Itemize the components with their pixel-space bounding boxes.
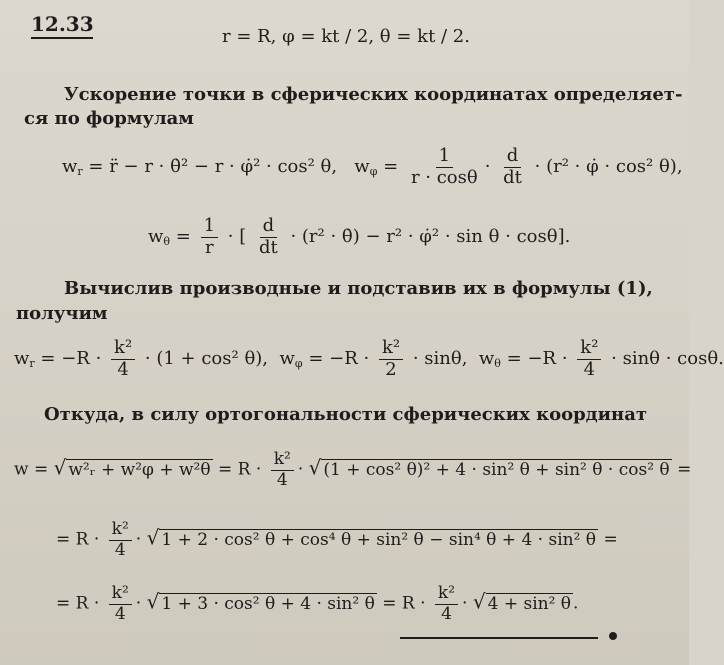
formula-results: $w_r = -R$ · $\frac{\text{k²}}{4}$ · (1 + cos² θ), $w_\varphi = -R$ · $\frac{\text{k²}}{2}$ · sinθ, $w_\theta = -R$ · $\frac{\text{k²}}{4}$ · sinθ · cosθ. (14, 337, 724, 380)
formula-w-total-1: w = √ w²ᵣ + w²φ + w²θ = R · $\frac{\text{k²}}{4}$ · √ (1 + cos² θ)² + 4 · sin² θ + sin² θ · cos² θ = (14, 449, 692, 490)
fraction-k2-4-b: $\frac{\text{k²}}{4}$ (577, 338, 601, 380)
paragraph-1-line-2: ся по формулам (24, 108, 194, 129)
problem-number: 12.33 (31, 12, 93, 39)
paragraph-2-line-1: Вычислив производные и подставив их в формулы (1), (64, 278, 653, 299)
formula-wr-wphi: $w_r$ = r̈ − r · θ̇² − r · φ̇² · cos² θ, $w_\varphi$ = $\frac{1}{r \cdot \cos\theta}$ · $\frac{d}{dt}$ · (r² · φ̇ · cos² θ), (62, 145, 683, 188)
formula-w-total-3: = R · $\frac{\text{k²}}{4}$ · √ 1 + 3 · cos² θ + 4 · sin² θ = R · $\frac{\text{k²}}{4}$ · √ 4 + sin² θ . (56, 583, 579, 624)
end-marker-dot (609, 632, 617, 640)
formula-w-total-2: = R · $\frac{\text{k²}}{4}$ · √ 1 + 2 · cos² θ + cos⁴ θ + sin² θ − sin⁴ θ + 4 · sin² θ = (56, 519, 618, 560)
given-conditions: r = R, φ = kt / 2, θ = kt / 2. (222, 26, 470, 47)
paragraph-2-line-2: получим (16, 303, 108, 324)
fraction-1-over-rcos: $\frac{1}{r \cdot \cos\theta}$ (410, 145, 478, 188)
fraction-d-dt-2: $\frac{d}{dt}$ (258, 215, 278, 258)
formula-wtheta: $w_\theta$ = $\frac{1}{r}$ · [ $\frac{d}{dt}$ · (r² · θ̇) − r² · φ̇² · sin θ · cosθ]. (148, 215, 571, 258)
fraction-k2-4-c: $\frac{\text{k²}}{4}$ (271, 450, 294, 490)
fraction-d-dt: $\frac{d}{dt}$ (503, 145, 522, 188)
answer-underline (400, 637, 598, 639)
fraction-k2-4-e: $\frac{\text{k²}}{4}$ (109, 584, 132, 624)
fraction-1-over-r: $\frac{1}{r}$ (201, 216, 218, 258)
paragraph-3-line-1: Откуда, в силу ортогональности сферических координат (44, 404, 648, 425)
fraction-k2-4: $\frac{\text{k²}}{4}$ (111, 338, 135, 380)
fraction-k2-4-d: $\frac{\text{k²}}{4}$ (109, 520, 132, 560)
fraction-k2-4-f: $\frac{\text{k²}}{4}$ (435, 584, 458, 624)
fraction-k2-2: $\frac{\text{k²}}{2}$ (379, 338, 403, 380)
paragraph-1-line-1: Ускорение точки в сферических координатах определяет- (64, 84, 683, 105)
